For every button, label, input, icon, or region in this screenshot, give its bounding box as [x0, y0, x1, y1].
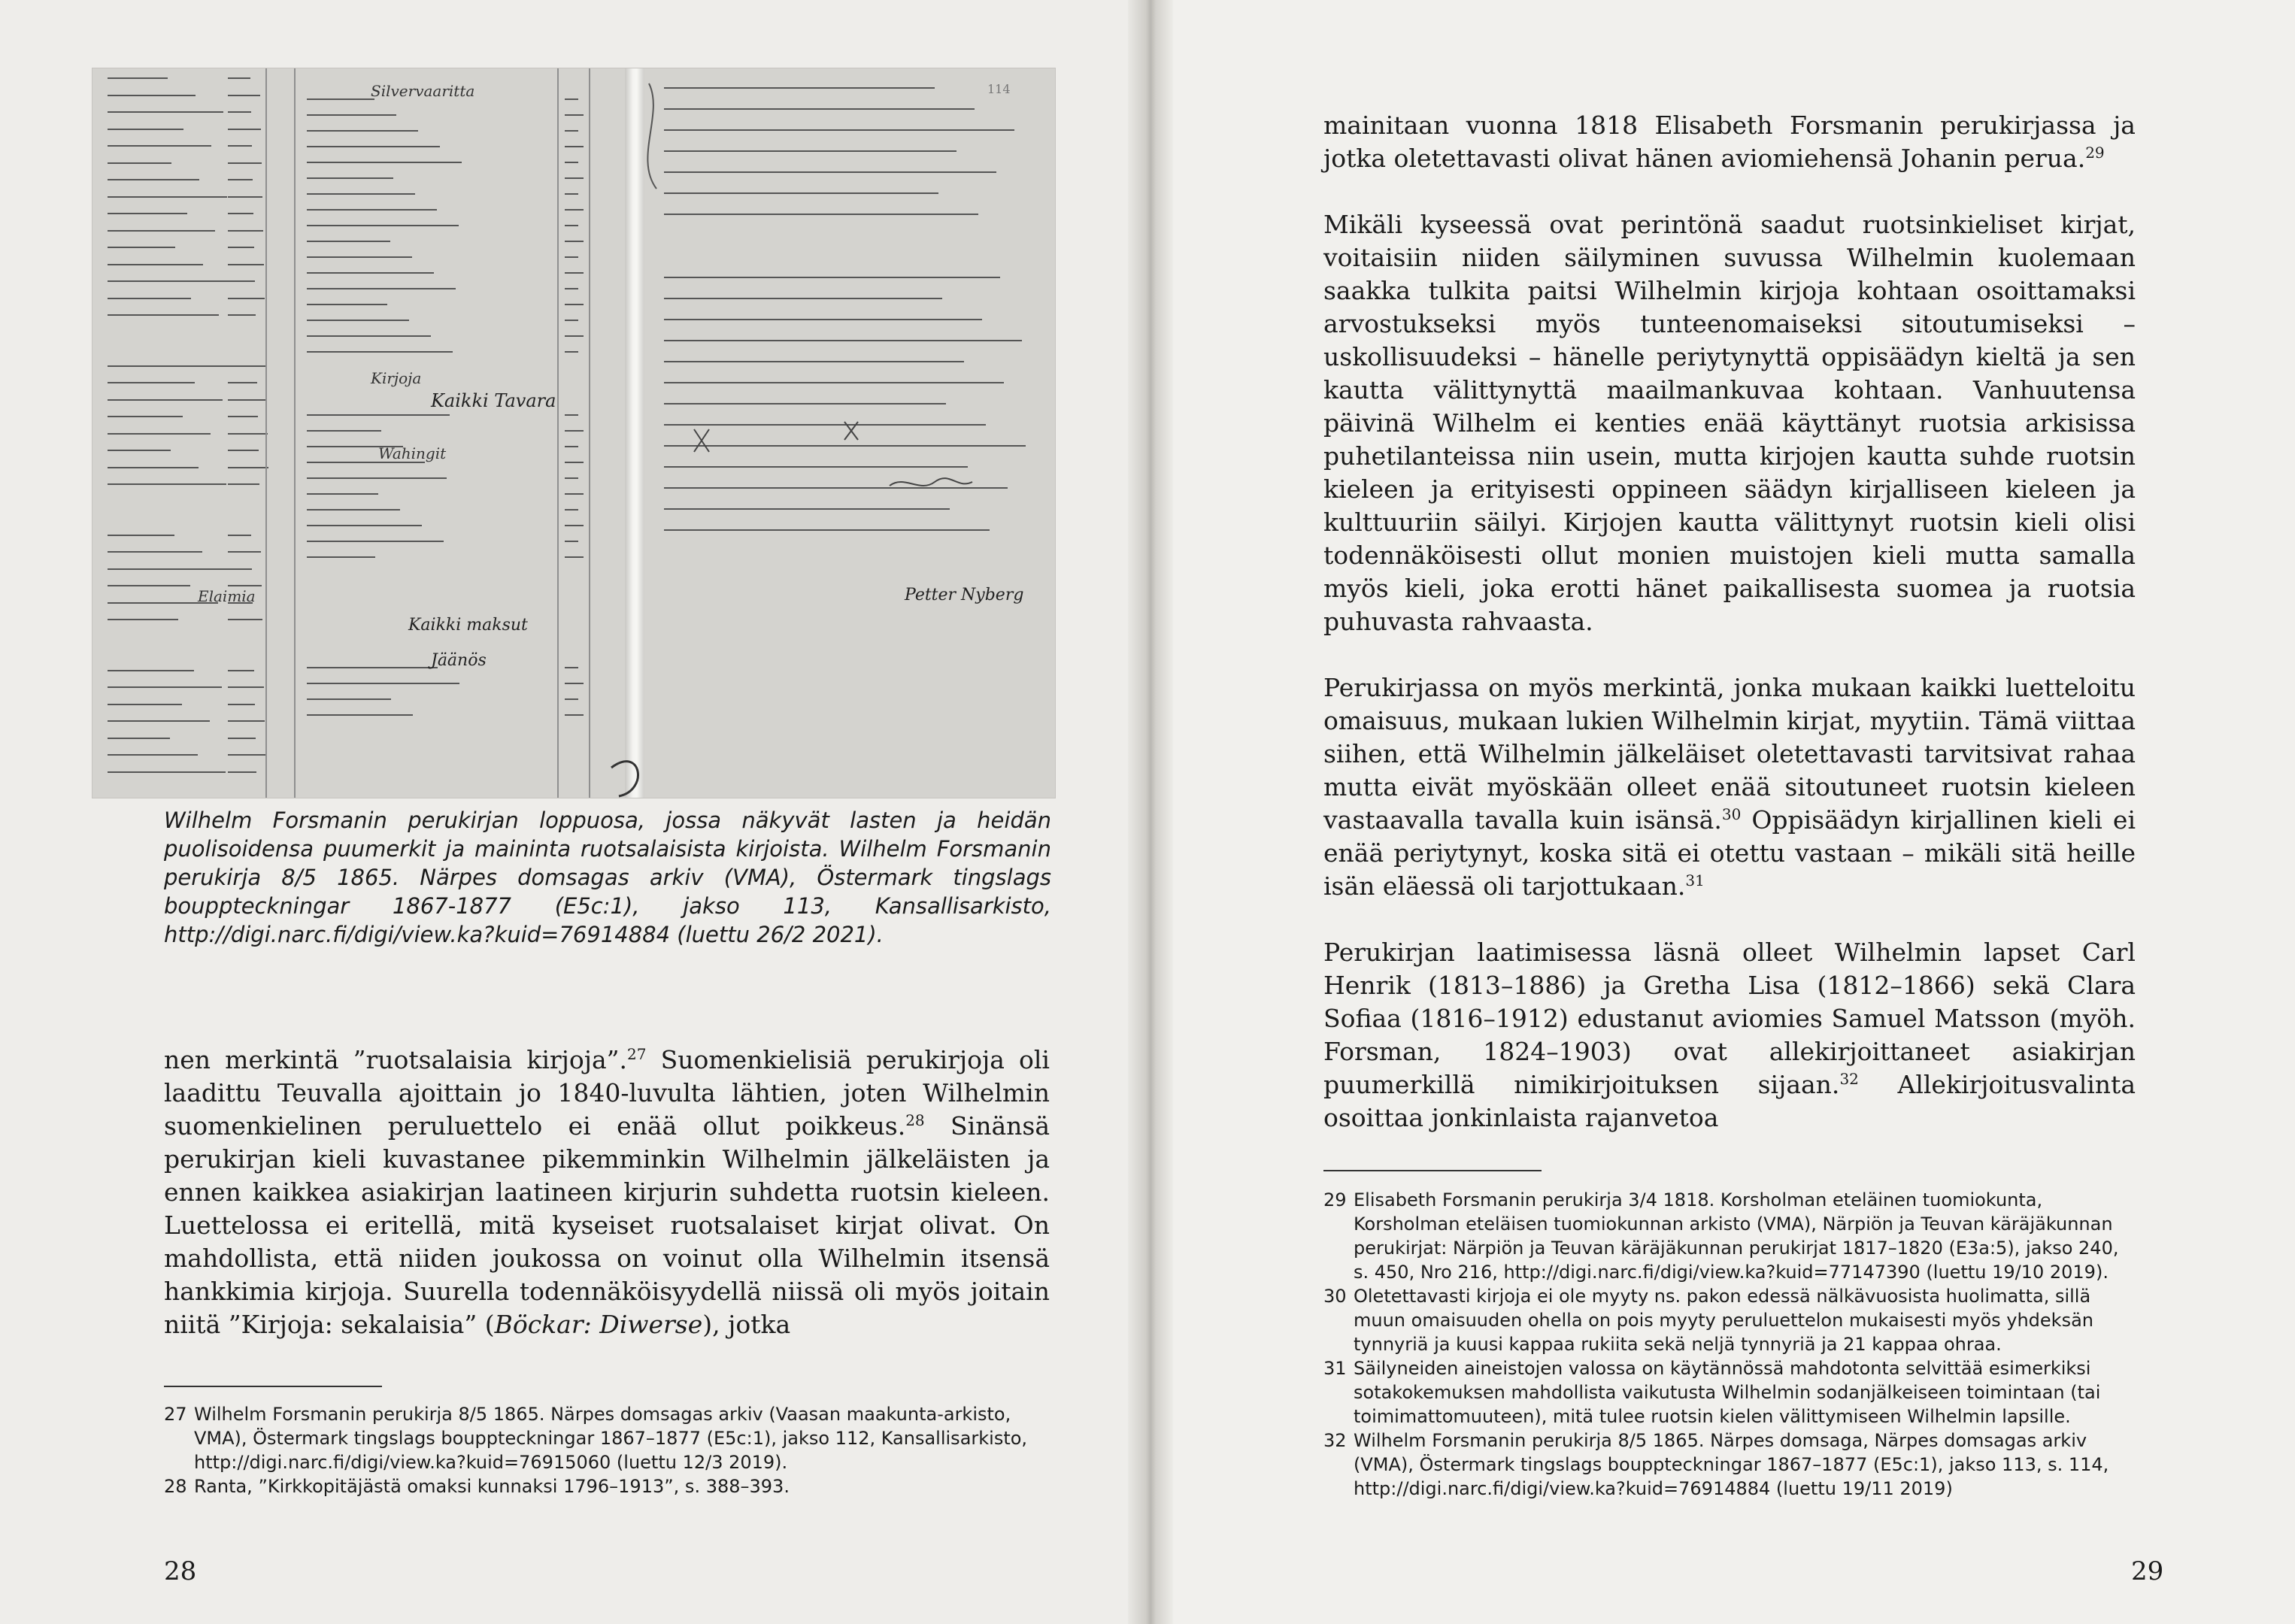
- body-text-italic: Böckar: Diwerse: [494, 1310, 703, 1339]
- manuscript-heading: Jäänös: [431, 651, 487, 670]
- manuscript-page-mark: 114: [987, 82, 1011, 96]
- left-page: [0, 0, 1146, 1624]
- body-paragraph: [1323, 671, 2136, 903]
- manuscript-signature: Petter Nyberg: [905, 586, 1024, 604]
- footnote: [1323, 1356, 2136, 1429]
- manuscript-heading: Wahingit: [378, 444, 447, 462]
- footnote-number: 27: [164, 1404, 187, 1425]
- footnote: [164, 1402, 1050, 1474]
- footnote-number: 31: [1323, 1358, 1347, 1379]
- body-text-run: Perukirjassa on myös merkintä, jonka mukaan kaikki luetteloitu omaisuus, mukaan lukien Wilhelmin kirjat, myytiin. Tämä viittaa siihen, että Wilhelmin jälkeläiset oletettavasti tarvitsivat rahaa mutta eivät myöskään olleet enää sitoutuneet ruotsin kieleen vastaavalla tavalla kuin isänsä.: [1323, 673, 2136, 835]
- body-text-run: Suomenkielisiä perukirjoja oli laadittu Teuvalla ajoittain jo 1840-luvulta lähtien, joten Wilhelmin suomenkielinen peruluettelo ei enää ollut poikkeus.: [164, 1045, 1050, 1141]
- footnote-rule: [164, 1386, 382, 1387]
- footnote-number: 30: [1323, 1286, 1347, 1307]
- body-text-run: Perukirjan laatimisessa läsnä olleet Wilhelmin lapset Carl Henrik (1813–1886) ja Gretha Lisa (1812–1866) sekä Clara Sofiaa (1816–1912) edustanut aviomies Samuel Matsson (myöh. Forsman, 1824–1903) ovat allekirjoittaneet asiakirjan puumerkillä nimikirjoituksen sijaan.: [1323, 938, 2136, 1099]
- body-paragraph: [164, 1044, 1050, 1341]
- footnote-text: Wilhelm Forsmanin perukirja 8/5 1865. Närpes domsagas arkiv (Vaasan maakunta-arkisto, VMA), Östermark tingslags bouppteckningar 1867–1877 (E5c:1), jakso 112, Kansallisarkisto, http://digi.narc.fi/digi/view.ka?kuid=76915060 (luettu 12/3 2019).: [194, 1404, 1028, 1473]
- body-paragraph: [1323, 109, 2136, 175]
- body-paragraph: [1323, 936, 2136, 1135]
- body-text-run: mainitaan vuonna 1818 Elisabeth Forsmanin perukirjassa ja jotka oletettavasti olivat hänen aviomiehensä Johanin perua.: [1323, 111, 2136, 173]
- footnote-number: 29: [1323, 1189, 1347, 1210]
- body-text-run: Allekirjoitusvalinta osoittaa jonkinlaista rajanvetoa: [1323, 1070, 2136, 1132]
- manuscript-signature-marks: [92, 68, 1055, 798]
- figure-caption-text: Wilhelm Forsmanin perukirjan loppuosa, jossa näkyvät lasten ja heidän puolisoidensa puumerkit ja maininta ruotsalaisista kirjoista. Wilhelm Forsmanin perukirja 8/5 1865. Närpes domsagas arkiv (VMA), Östermark tingslags bouppteckningar 1867-1877 (E5c:1), jakso 113, Kansallisarkisto, http://digi.narc.fi/digi/view.ka?kuid=76914884 (luettu 26/2 2021).: [164, 807, 1051, 947]
- left-footnotes: [164, 1402, 1050, 1498]
- manuscript-heading: Kirjoja: [371, 369, 422, 387]
- body-text-run: Oppisäädyn kirjallinen kieli ei enää periytynyt, koska sitä ei otettu vastaan – mikäli sitä heille isän eläessä oli tarjottukaan.: [1323, 805, 2136, 901]
- body-text-run: nen merkintä ”ruotsalaisia kirjoja”.: [164, 1045, 628, 1074]
- manuscript-heading: Silvervaaritta: [371, 82, 475, 100]
- left-body-text: [164, 1044, 1050, 1341]
- footnote-text: Säilyneiden aineistojen valossa on käytännössä mahdotonta selvittää esimerkiksi sotakokemuksen mahdollista vaikutusta Wilhelmin sodanjälkeiseen toimintaan (tai toimimattomuuteen), mitä tulee ruotsin kielen välittymiseen Wilhelmin lapsille.: [1354, 1358, 2101, 1427]
- right-footnotes: [1323, 1188, 2136, 1501]
- footnote-ref: 29: [2085, 144, 2105, 162]
- body-text-run: ), jotka: [702, 1310, 791, 1339]
- footnote: [1323, 1284, 2136, 1356]
- footnote-ref: 30: [1721, 805, 1742, 823]
- footnote-text: Oletettavasti kirjoja ei ole myyty ns. pakon edessä nälkävuosista huolimatta, sillä muun omaisuuden ohella on pois myyty peruluettelon mukaisesti myös yhdeksän tynnyriä ja kuusi kappaa rukiita sekä neljä tynnyriä ja 21 kappaa ohraa.: [1354, 1286, 2093, 1355]
- footnote-rule: [1323, 1170, 1542, 1171]
- manuscript-image: [92, 68, 1056, 798]
- footnote: [164, 1474, 1050, 1498]
- manuscript-heading: Kaikki maksut: [408, 616, 528, 635]
- body-text-run: Sinänsä perukirjan kieli kuvastanee pikemminkin Wilhelmin jälkeläisten ja ennen kaikkea asiakirjan laatineen kirjurin suhdetta ruotsin kieleen. Luettelossa ei eritellä, mitä kyseiset ruotsalaiset kirjat olivat. On mahdollista, että niiden joukossa on voinut olla Wilhelmin itsensä hankkimia kirjoja. Suurella todennäköisyydellä niissä oli myös joitain niitä ”Kirjoja: sekalaisia” (: [164, 1111, 1050, 1339]
- footnote-number: 32: [1323, 1430, 1347, 1451]
- page-number: 28: [164, 1556, 197, 1586]
- right-body-text: [1323, 109, 2136, 1135]
- footnote-ref: 32: [1839, 1070, 1859, 1088]
- body-paragraph: Mikäli kyseessä ovat perintönä saadut ruotsinkieliset kirjat, voitaisiin niiden säilyminen suvussa Wilhelmin kuolemaan saakka tulkita paitsi Wilhelmin kirjoja kohtaan osoittamaksi arvostukseksi myös tunteenomaiseksi sitoutumiseksi – uskollisuudeksi – hänelle periytynyttä oppisäädyn kieltä ja sen kautta välittynyttä maailmankuvaa kohtaan. Vanhuutensa päivinä Wilhelm ei kenties enää käyttänyt ruotsia arkisissa puhetilanteissa niin usein, mutta kirjojen kautta suhde ruotsin kieleen ja erityisesti oppineen säädyn kirjalliseen kieleen ja kulttuuriin säilyi. Kirjojen kautta välittynyt ruotsin kieli olisi todennäköisesti ollut monien muistojen kieli mutta samalla myös kieli, joka erotti hänet paikallisesta suomea ja ruotsia puhuvasta rahvaasta.: [1323, 210, 2136, 636]
- manuscript-heading: Kaikki Tavara: [431, 390, 556, 411]
- footnote-text: Elisabeth Forsmanin perukirja 3/4 1818. Korsholman eteläinen tuomiokunta, Korsholman eteläisen tuomiokunnan arkisto (VMA), Närpiön ja Teuvan käräjäkunnan perukirjat: Närpiön ja Teuvan käräjäkunnan perukirjat 1817–1820 (E3a:5), jakso 240, s. 450, Nro 216, http://digi.narc.fi/digi/view.ka?kuid=77147390 (luettu 19/10 2019).: [1354, 1189, 2119, 1283]
- figure-caption: [164, 806, 1051, 949]
- footnote-ref: 28: [905, 1111, 925, 1129]
- footnote-text: Wilhelm Forsmanin perukirja 8/5 1865. Närpes domsaga, Närpes domsagas arkiv (VMA), Östermark tingslags bouppteckningar 1867–1877 (E5c:1), jakso 113, s. 114, http://digi.narc.fi/digi/view.ka?kuid=76914884 (luettu 19/11 2019): [1354, 1430, 2109, 1499]
- footnote-ref: 31: [1685, 871, 1705, 889]
- footnote-ref: 27: [627, 1045, 647, 1063]
- book-spine: [1128, 0, 1173, 1624]
- footnote: [1323, 1429, 2136, 1501]
- right-page: [1146, 0, 2295, 1624]
- footnote-text: Ranta, ”Kirkkopitäjästä omaksi kunnaksi 1796–1913”, s. 388–393.: [194, 1476, 790, 1497]
- manuscript-heading: Elaimia: [198, 587, 256, 605]
- footnote: [1323, 1188, 2136, 1284]
- footnote-number: 28: [164, 1476, 187, 1497]
- page-number: 29: [2131, 1556, 2164, 1586]
